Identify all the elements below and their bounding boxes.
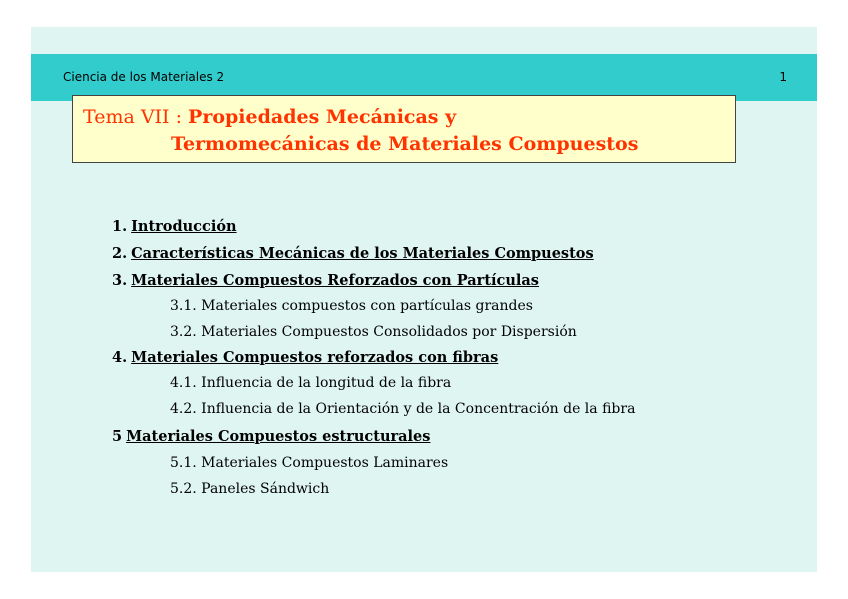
title-box xyxy=(72,95,736,163)
title-main: Propiedades Mecánicas y xyxy=(188,106,457,128)
toc-subsection-5-1 xyxy=(170,455,448,471)
toc-subsection-3-1 xyxy=(170,298,533,314)
toc-section-1[interactable] xyxy=(112,218,237,235)
toc-text: Materiales compuestos con partículas grandes xyxy=(201,298,533,314)
toc-number: 5.1. xyxy=(170,455,197,471)
title-line-1 xyxy=(83,106,456,128)
toc-number: 5.2. xyxy=(170,481,197,497)
toc-number: 1. xyxy=(112,218,128,235)
toc-text: Materiales Compuestos Reforzados con Partículas xyxy=(131,272,539,289)
toc-section-2[interactable] xyxy=(112,245,594,262)
toc-text: Materiales Compuestos Laminares xyxy=(201,455,449,471)
toc-section-4[interactable] xyxy=(112,349,498,366)
toc-subsection-4-1 xyxy=(170,375,451,391)
toc-subsection-3-2 xyxy=(170,324,577,340)
toc-number: 5 xyxy=(112,428,123,445)
toc-subsection-4-2 xyxy=(170,401,635,417)
toc-section-5[interactable] xyxy=(112,428,430,445)
page-number: 1 xyxy=(779,70,787,84)
toc-number: 2. xyxy=(112,245,128,262)
toc-text: Influencia de la longitud de la fibra xyxy=(201,375,452,391)
toc-text: Materiales Compuestos reforzados con fibras xyxy=(131,349,499,366)
toc-text: Materiales Compuestos Consolidados por Dispersión xyxy=(201,324,577,340)
toc-text: Características Mecánicas de los Materiales Compuestos xyxy=(131,245,594,262)
toc-text: Paneles Sándwich xyxy=(201,481,330,497)
toc-section-3[interactable] xyxy=(112,272,539,289)
header-bar xyxy=(31,54,817,101)
toc-number: 3.1. xyxy=(170,298,197,314)
title-line-2: Termomecánicas de Materiales Compuestos xyxy=(171,133,639,155)
toc-text: Materiales Compuestos estructurales xyxy=(126,428,431,445)
course-title: Ciencia de los Materiales 2 xyxy=(63,70,225,84)
toc-number: 4. xyxy=(112,349,128,366)
toc-text: Influencia de la Orientación y de la Concentración de la fibra xyxy=(201,401,636,417)
toc-number: 3.2. xyxy=(170,324,197,340)
toc-text: Introducción xyxy=(131,218,237,235)
toc-number: 4.1. xyxy=(170,375,197,391)
toc-subsection-5-2 xyxy=(170,481,329,497)
toc-number: 4.2. xyxy=(170,401,197,417)
toc-number: 3. xyxy=(112,272,128,289)
title-prefix: Tema VII : xyxy=(83,106,189,128)
